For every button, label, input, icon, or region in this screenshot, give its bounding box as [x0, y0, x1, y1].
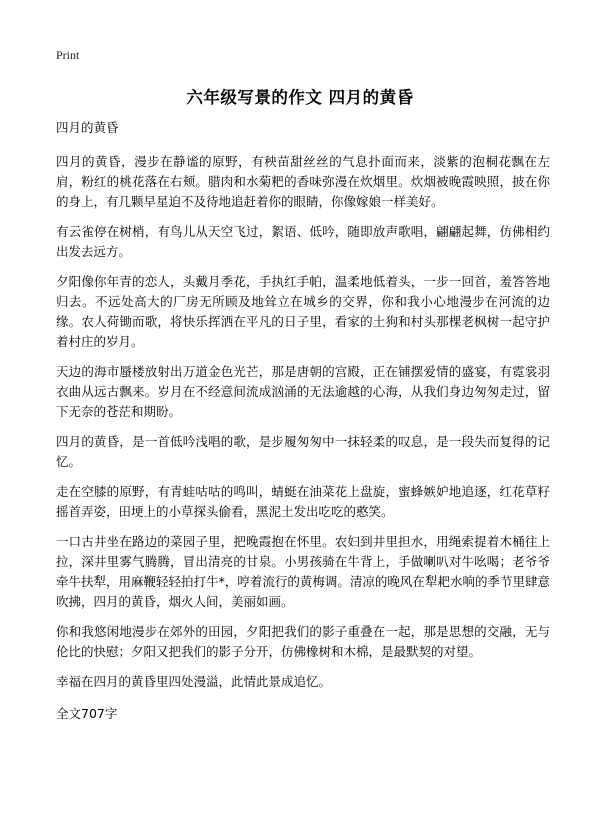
paragraph: 夕阳像你年青的恋人，头戴月季花，手执红手帕，温柔地低着头，一步一回首，羞答答地归去。不远处高大的厂房无所顾及地耸立在城乡的交界，你和我小心地漫步在河流的边缘。农人荷锄而歌，将快乐挥洒在平凡的日子里，看家的土狗和村头那棵老枫树一起守护着村庄的岁月。: [56, 274, 550, 349]
print-link[interactable]: Print: [56, 48, 80, 62]
paragraph: 你和我悠闲地漫步在郊外的田园，夕阳把我们的影子重叠在一起，那是思想的交融，无与伦比的快慰；夕阳又把我们的影子分开，仿佛橡树和木棉，是最默契的对望。: [56, 624, 550, 659]
page-title: 六年级写景的作文 四月的黄昏: [186, 88, 414, 107]
word-count: 全文707字: [56, 706, 118, 721]
paragraph: 有云雀停在树梢，有鸟儿从天空飞过，絮语、低吟，随即放声歌唱，翩翩起舞，仿佛相约出发去远方。: [56, 224, 550, 259]
paragraph: 四月的黄昏，是一首低吟浅唱的歌，是步履匆匆中一抹轻柔的叹息，是一段失而复得的记忆。: [56, 434, 550, 469]
paragraph: 幸福在四月的黄昏里四处漫溢，此情此景成追忆。: [56, 674, 332, 689]
paragraph: 走在空膝的原野，有青蛙咕咕的鸣叫，蜻蜓在油菜花上盘旋，蜜蜂嫉妒地追逐，红花草籽摇首弄姿，田埂上的小草探头偷看，黑泥土发出吃吃的憨笑。: [56, 484, 550, 519]
paragraph: 一口古井坐在路边的菜园子里，把晚霞抱在怀里。农妇到井里担水，用绳索提着木桶往上拉，深井里雾气腾腾，冒出清亮的甘泉。小男孩骑在牛背上，手做喇叭对牛吆喝；老爷爷牵牛扶犁，用麻鞭轻轻拍打牛*，哼着流行的黄梅调。清凉的晚风在犁耙水响的季节里肆意吹拂，四月的黄昏，烟火人间，美丽如画。: [56, 534, 550, 609]
article-body: [56, 118, 550, 724]
article-subtitle: 四月的黄昏: [56, 120, 119, 135]
paragraph: 天边的海市蜃楼放射出万道金色光芒，那是唐朝的宫殿，正在铺摆爱情的盛宴，有霓裳羽衣曲从远古飘来。岁月在不经意间流成汹涌的无法逾越的心海，从我们身边匆匆走过，留下无奈的苍茫和期盼。: [56, 364, 550, 419]
paragraph: 四月的黄昏，漫步在静谧的原野，有秧苗甜丝丝的气息扑面而来，淡紫的泡桐花飘在左肩，粉红的桃花落在右颊。腊肉和水菊粑的香味弥漫在炊烟里。炊烟被晚霞映照，披在你的身上，有几颗早星迫不及待地追赶着你的眼睛，你像嫁娘一样美好。: [56, 154, 550, 209]
